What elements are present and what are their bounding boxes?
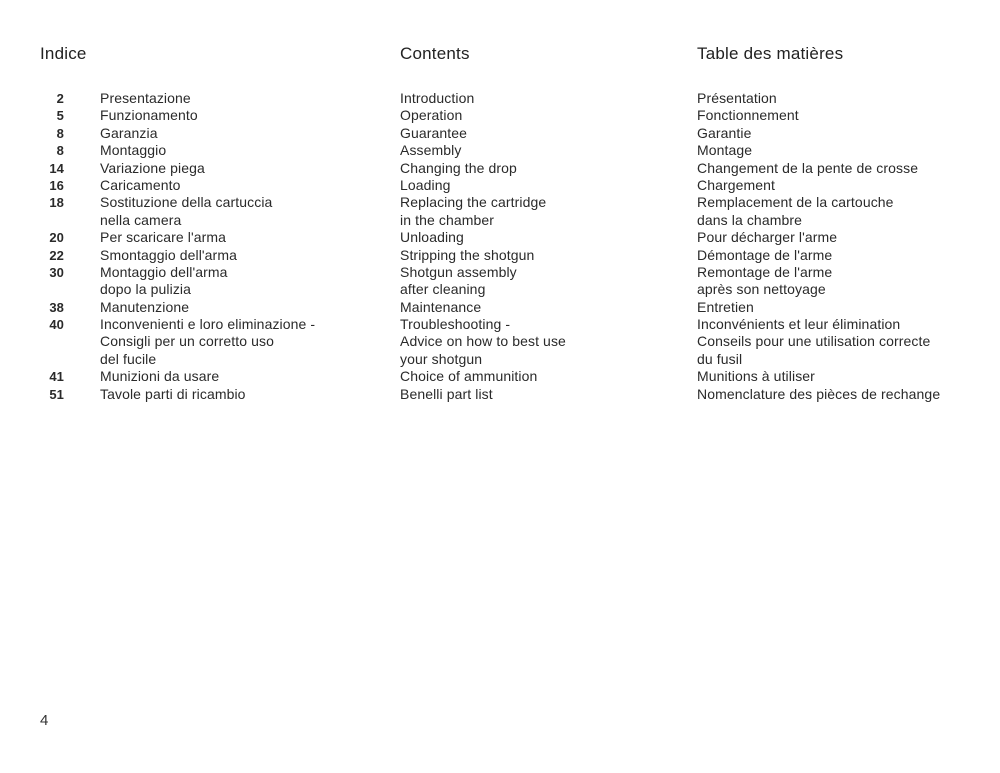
toc-entry xyxy=(400,160,680,177)
page-ref: 14 xyxy=(49,160,64,176)
toc-entry xyxy=(40,316,380,333)
toc-entry xyxy=(40,264,380,281)
entry-title: nella camera xyxy=(100,211,182,228)
entry-title: in the chamber xyxy=(400,211,495,228)
entry-title: dans la chambre xyxy=(697,211,803,228)
toc-entry xyxy=(697,177,997,194)
toc-entry xyxy=(40,299,380,316)
toc-entry xyxy=(697,107,997,124)
toc-entry xyxy=(40,351,380,368)
entry-title: Pour décharger l'arme xyxy=(697,229,838,246)
entry-title: Presentazione xyxy=(100,90,191,106)
entry-title: your shotgun xyxy=(400,350,483,367)
toc-entry xyxy=(400,107,680,124)
toc-entry xyxy=(697,194,997,211)
page-ref: 16 xyxy=(49,177,64,193)
entry-title: Inconvenienti e loro eliminazione - xyxy=(100,316,316,333)
page-ref: 38 xyxy=(49,299,64,315)
toc-entry xyxy=(40,160,380,177)
toc-entry xyxy=(697,351,997,368)
toc-entry xyxy=(697,229,997,246)
toc-entry xyxy=(400,368,680,385)
toc-entry xyxy=(40,212,380,229)
toc-entry xyxy=(400,125,680,142)
english-entries xyxy=(400,90,680,403)
toc-entry xyxy=(400,90,680,107)
toc-entry xyxy=(400,299,680,316)
toc-entry xyxy=(400,142,680,159)
entry-title: Smontaggio dell'arma xyxy=(100,246,237,263)
toc-entry xyxy=(400,212,680,229)
entry-title: Changing the drop xyxy=(400,159,517,176)
page-ref: 8 xyxy=(56,143,64,159)
page-ref: 40 xyxy=(49,317,64,333)
toc-entry xyxy=(40,229,380,246)
entry-title: Introduction xyxy=(400,90,475,106)
toc-entry xyxy=(697,386,997,403)
entry-title: Remplacement de la cartouche xyxy=(697,194,894,211)
italian-heading: Indice xyxy=(40,44,87,63)
entry-title: Montaggio xyxy=(100,142,167,159)
entry-title: Montaggio dell'arma xyxy=(100,263,228,280)
entry-title: Garanzia xyxy=(100,124,158,141)
entry-title: Chargement xyxy=(697,176,776,193)
entry-title: Caricamento xyxy=(100,176,181,193)
page-ref xyxy=(40,333,100,350)
entry-title: Inconvénients et leur élimination xyxy=(697,316,901,333)
toc-entry xyxy=(400,264,680,281)
page-ref xyxy=(40,351,100,368)
toc-entry xyxy=(400,281,680,298)
toc-entry xyxy=(697,247,997,264)
entry-title: Guarantee xyxy=(400,124,468,141)
page-ref: 22 xyxy=(49,247,64,263)
entry-title: Replacing the cartridge xyxy=(400,194,547,211)
entry-title: Troubleshooting - xyxy=(400,316,511,333)
toc-entry xyxy=(400,247,680,264)
toc-entry xyxy=(697,281,997,298)
entry-title: Entretien xyxy=(697,298,754,315)
entry-title: Sostituzione della cartuccia xyxy=(100,194,273,211)
french-heading: Table des matières xyxy=(697,44,844,63)
toc-entry xyxy=(400,333,680,350)
entry-title: del fucile xyxy=(100,350,157,367)
toc-entry xyxy=(697,125,997,142)
toc-entry xyxy=(40,281,380,298)
entry-title: Montage xyxy=(697,142,753,159)
toc-entry xyxy=(697,316,997,333)
toc-entry xyxy=(697,90,997,107)
entry-title: Fonctionnement xyxy=(697,107,799,124)
entry-title: Munizioni da usare xyxy=(100,368,220,385)
entry-title: après son nettoyage xyxy=(697,281,826,298)
toc-entry xyxy=(697,142,997,159)
toc-entry xyxy=(697,368,997,385)
french-contents-column xyxy=(697,44,997,403)
toc-entry xyxy=(400,351,680,368)
toc-entry xyxy=(697,160,997,177)
toc-entry xyxy=(697,264,997,281)
entry-title: after cleaning xyxy=(400,281,486,298)
page-ref xyxy=(40,281,100,298)
toc-entry xyxy=(40,194,380,211)
entry-title: Per scaricare l'arma xyxy=(100,229,227,246)
entry-title: Choice of ammunition xyxy=(400,368,538,385)
entry-title: Munitions à utiliser xyxy=(697,368,815,385)
page-ref: 20 xyxy=(49,230,64,246)
entry-title: Démontage de l'arme xyxy=(697,246,833,263)
page-ref: 2 xyxy=(56,91,64,106)
page-ref: 18 xyxy=(49,195,64,211)
english-heading: Contents xyxy=(400,44,470,63)
entry-title: Shotgun assembly xyxy=(400,263,517,280)
entry-title: Stripping the shotgun xyxy=(400,246,535,263)
toc-entry xyxy=(400,177,680,194)
entry-title: Advice on how to best use xyxy=(400,333,566,350)
toc-entry xyxy=(400,194,680,211)
entry-title: Garantie xyxy=(697,124,752,141)
entry-title: Variazione piega xyxy=(100,159,205,176)
page-ref xyxy=(40,212,100,229)
page-ref: 30 xyxy=(49,264,64,280)
toc-entry xyxy=(697,299,997,316)
entry-title: Assembly xyxy=(400,142,462,159)
toc-entry xyxy=(40,177,380,194)
entry-title: Remontage de l'arme xyxy=(697,263,833,280)
entry-title: Unloading xyxy=(400,229,464,246)
entry-title: dopo la pulizia xyxy=(100,281,192,298)
toc-entry xyxy=(697,212,997,229)
toc-entry xyxy=(40,142,380,159)
toc-entry xyxy=(40,368,380,385)
english-contents-column xyxy=(400,44,680,403)
toc-entry xyxy=(400,316,680,333)
entry-title: Conseils pour une utilisation correcte xyxy=(697,333,931,350)
toc-entry xyxy=(697,333,997,350)
entry-title: Tavole parti di ricambio xyxy=(100,385,246,402)
page-ref: 8 xyxy=(56,125,64,141)
toc-entry xyxy=(40,386,380,403)
toc-entry xyxy=(40,125,380,142)
toc-entry xyxy=(40,90,380,107)
page-number: 4 xyxy=(40,712,49,729)
entry-title: Manutenzione xyxy=(100,298,190,315)
toc-entry xyxy=(400,229,680,246)
toc-entry xyxy=(40,247,380,264)
page-ref: 41 xyxy=(49,369,64,385)
entry-title: Changement de la pente de crosse xyxy=(697,159,919,176)
french-entries xyxy=(697,90,997,403)
entry-title: Operation xyxy=(400,107,463,124)
entry-title: Funzionamento xyxy=(100,107,198,124)
toc-entry xyxy=(40,107,380,124)
entry-title: Nomenclature des pièces de rechange xyxy=(697,385,941,402)
entry-title: Loading xyxy=(400,176,451,193)
page-ref: 5 xyxy=(56,108,64,124)
entry-title: du fusil xyxy=(697,350,743,367)
toc-entry xyxy=(40,333,380,350)
entry-title: Consigli per un corretto uso xyxy=(100,333,274,350)
entry-title: Benelli part list xyxy=(400,385,493,402)
toc-entry xyxy=(400,386,680,403)
italian-index-column xyxy=(40,44,380,403)
entry-title: Maintenance xyxy=(400,298,482,315)
entry-title: Présentation xyxy=(697,90,777,106)
italian-entries xyxy=(40,90,380,403)
page-ref: 51 xyxy=(49,386,64,402)
